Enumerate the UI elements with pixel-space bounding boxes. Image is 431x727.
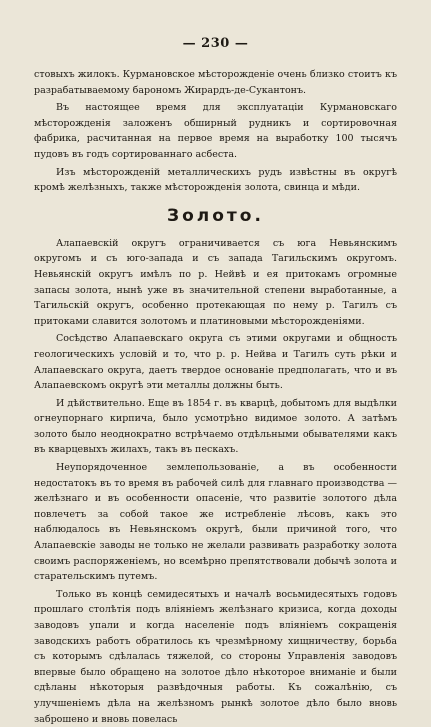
paragraph: Сосѣдство Алапаевскаго округа съ этими округами и общность геологическихъ условій и то, что р. р. Нейва и Тагилъ суть рѣки и Алапаевскаго округа, даетъ твердое основаніе предполагать, что и въ Алапаевскомъ округѣ эти металлы должны быть. — [34, 333, 397, 392]
paragraph: Изъ мѣсторожденій металлическихъ рудъ извѣстны въ округѣ кромѣ желѣзныхъ, также мѣсторожденія золота, свинца и мѣди. — [34, 166, 397, 194]
page-number: — 230 — — [182, 36, 249, 51]
paragraph: Только въ концѣ семидесятыхъ и началѣ восьмидесятыхъ годовъ прошлаго столѣтія подъ вліяніемъ желѣзнаго кризиса, когда доходы заводовъ упали и когда населеніе подъ вліяніемъ сокращенія заводскихъ работъ обратилось къ чрезмѣрному хищничеству, борьба съ которымъ сдѣлалась тяжелой, со стороны Управленія заводовъ впервые было обращено на золотое дѣло нѣкоторое вниманіе и были сдѣланы нѣкоторыя развѣдочныя работы. Къ сожалѣнію, съ улучшеніемъ дѣла на желѣзномъ рынкѣ золотое дѣло было вновь заброшено и вновь повелась — [34, 588, 397, 725]
paragraph: И дѣйствительно. Еще въ 1854 г. въ кварцѣ, добытомъ для выдѣлки огнеупорнаго кирпича, было усмотрѣно видимое золото. А затѣмъ золото было неоднократно встрѣчаемо отдѣльными обывателями какъ въ кварцевыхъ жилахъ, такъ въ пескахъ. — [34, 397, 397, 456]
section-heading: Золото. — [167, 205, 264, 226]
paragraph: Алапаевскій округъ ограничивается съ юга Невьянскимъ округомъ и съ юго-запада и съ запада Тагильскимъ округомъ. Невьянскій округъ имѣлъ по р. Нейвѣ и ея притокамъ огромные запасы золота, нынѣ уже въ значительной степени выработанные, а Тагильскій округъ, особенно протекающая по нему р. Тагилъ съ притоками славится золотомъ и платиновыми мѣсторожденіями. — [34, 237, 397, 327]
paragraph: Неупорядоченное землепользованіе, а въ особенности недостатокъ въ то время въ рабочей силѣ для главнаго производства — желѣзнаго и въ особенности опасеніе, что развитіе золотого дѣла повлечетъ за собой такое же истребленіе лѣсовъ, какъ это наблюдалось въ Невьянскомъ округѣ, были причиной того, что Алапаевскіе заводы не только не желали развивать разработку золота своимъ распоряженіемъ, но всемѣрно препятствовали добычѣ золота и старательскимъ путемъ. — [34, 462, 397, 583]
paragraph: стовыхъ жилокъ. Курмановское мѣсторожденіе очень близко стоитъ къ разрабатываемому барономъ Жирардъ-де-Сукантонъ. — [34, 69, 397, 96]
paragraph: Въ настоящее время для эксплуатаціи Курмановскаго мѣсторожденія заложенъ обширный рудникъ и сортировочная фабрика, расчитанная на первое время на выработку 100 тысячъ пудовъ въ годъ сортированнаго асбеста. — [34, 102, 397, 160]
